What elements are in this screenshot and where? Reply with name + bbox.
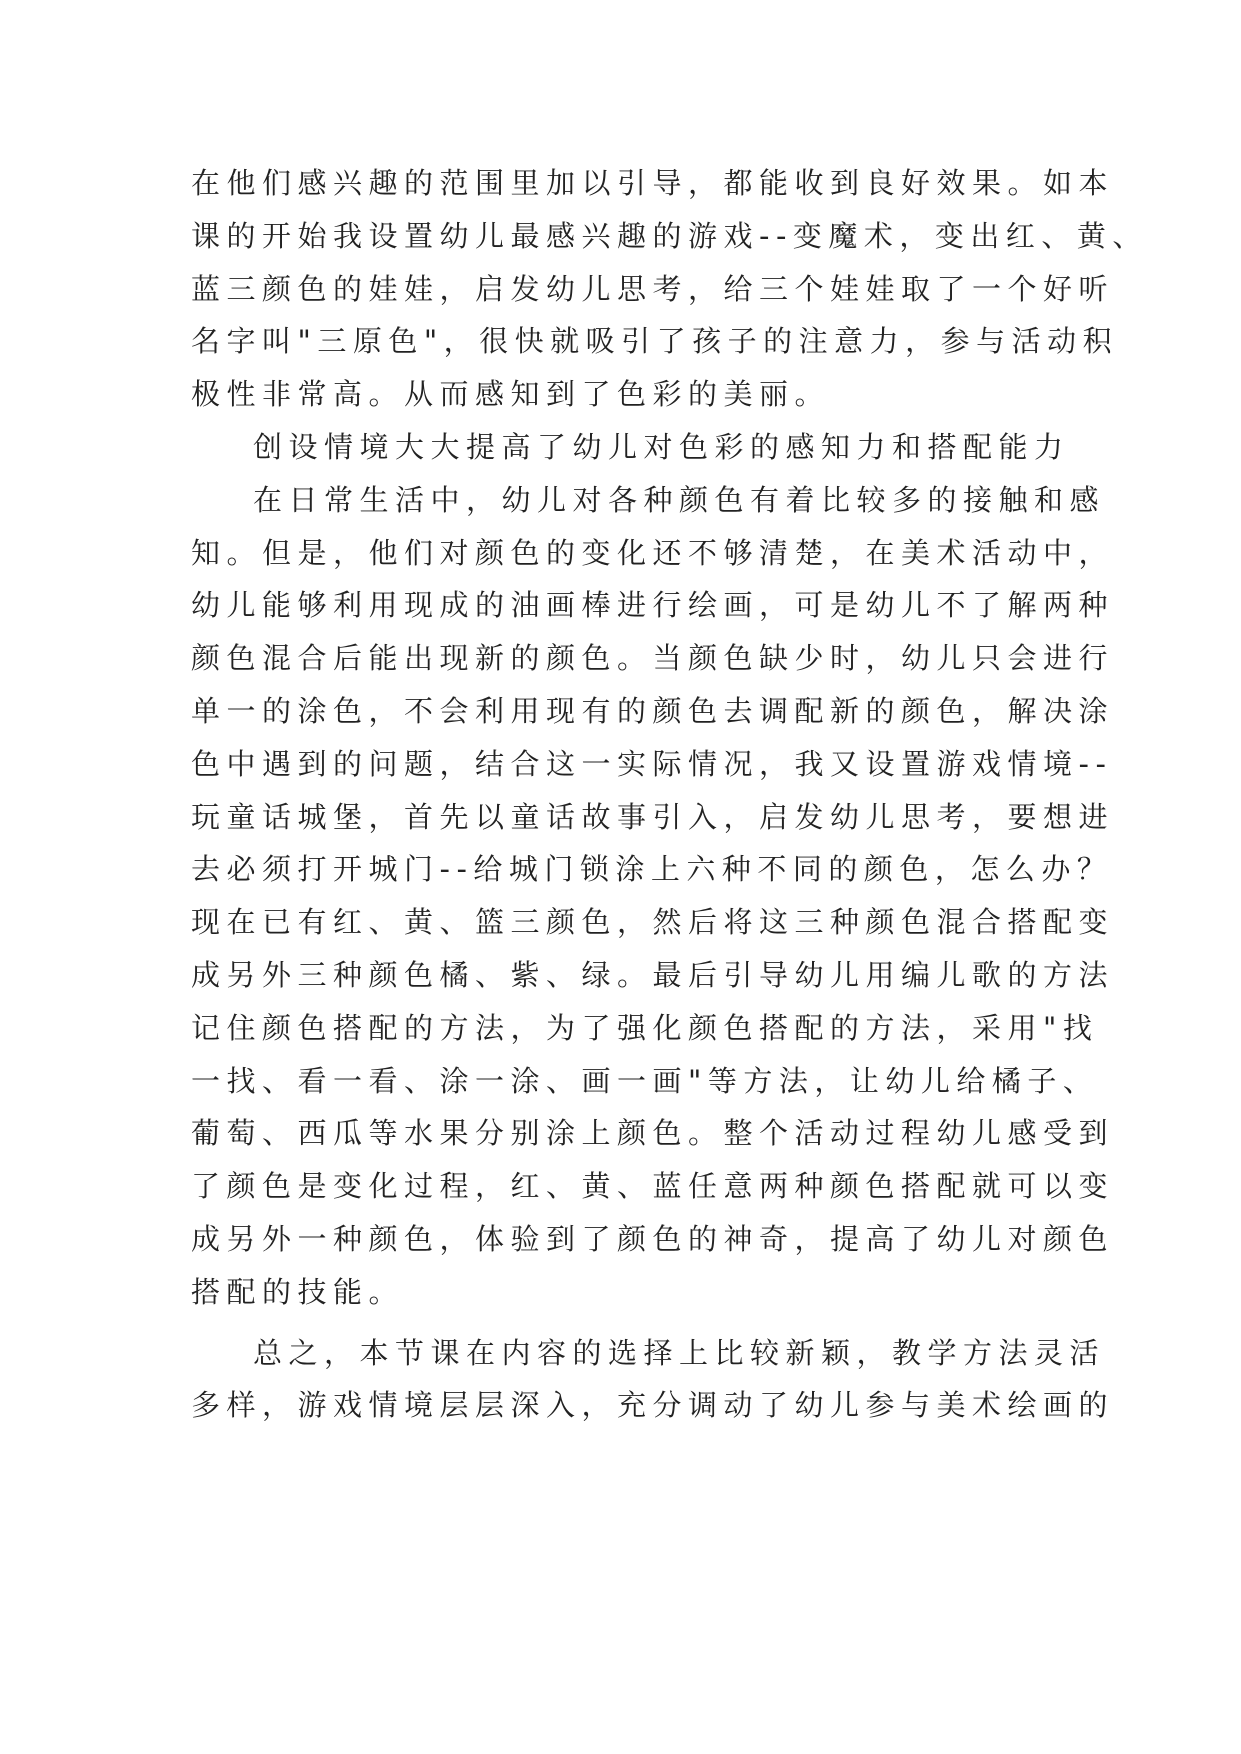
text-line: 搭配的技能。: [191, 1274, 405, 1309]
text-line: 单一的涂色，不会利用现有的颜色去调配新的颜色，解决涂: [191, 693, 1115, 728]
text-line: 课的开始我设置幼儿最感兴趣的游戏--变魔术，变出红、黄、: [191, 218, 1148, 253]
text-line: 极性非常高。从而感知到了色彩的美丽。: [191, 377, 831, 412]
text-line: 多样，游戏情境层层深入，充分调动了幼儿参与美术绘画的: [191, 1388, 1115, 1423]
text-line: 了颜色是变化过程，红、黄、蓝任意两种颜色搭配就可以变: [191, 1169, 1115, 1204]
text-line: 名字叫"三原色"，很快就吸引了孩子的注意力，参与活动积: [191, 324, 1119, 359]
text-line: 去必须打开城门--给城门锁涂上六种不同的颜色，怎么办？: [191, 852, 1113, 887]
text-line: 玩童话城堡，首先以童话故事引入，启发幼儿思考，要想进: [191, 799, 1115, 834]
document-body: [191, 157, 1148, 1432]
text-line: 成另外一种颜色，体验到了颜色的神奇，提高了幼儿对颜色: [191, 1221, 1115, 1256]
text-line: 蓝三颜色的娃娃，启发幼儿思考，给三个娃娃取了一个好听: [191, 271, 1115, 306]
text-line: 葡萄、西瓜等水果分别涂上颜色。整个活动过程幼儿感受到: [191, 1116, 1115, 1151]
text-line: 现在已有红、黄、篮三颜色，然后将这三种颜色混合搭配变: [191, 905, 1115, 940]
text-line: 总之，本节课在内容的选择上比较新颖，教学方法灵活: [253, 1335, 1106, 1370]
text-line: 颜色混合后能出现新的颜色。当颜色缺少时，幼儿只会进行: [191, 641, 1115, 676]
text-line: 知。但是，他们对颜色的变化还不够清楚，在美术活动中，: [191, 535, 1115, 570]
text-line: 在日常生活中，幼儿对各种颜色有着比较多的接触和感: [253, 482, 1106, 517]
section-heading: 创设情境大大提高了幼儿对色彩的感知力和搭配能力: [253, 429, 1070, 464]
text-line: 色中遇到的问题，结合这一实际情况，我又设置游戏情境--: [191, 746, 1113, 781]
text-line: 在他们感兴趣的范围里加以引导，都能收到良好效果。如本: [191, 166, 1115, 200]
text-line: 一找、看一看、涂一涂、画一画"等方法，让幼儿给橘子、: [191, 1063, 1099, 1098]
text-line: 幼儿能够利用现成的油画棒进行绘画，可是幼儿不了解两种: [191, 588, 1115, 623]
text-line: 记住颜色搭配的方法，为了强化颜色搭配的方法，采用"找: [191, 1010, 1099, 1045]
text-line: 成另外三种颜色橘、紫、绿。最后引导幼儿用编儿歌的方法: [191, 957, 1115, 992]
